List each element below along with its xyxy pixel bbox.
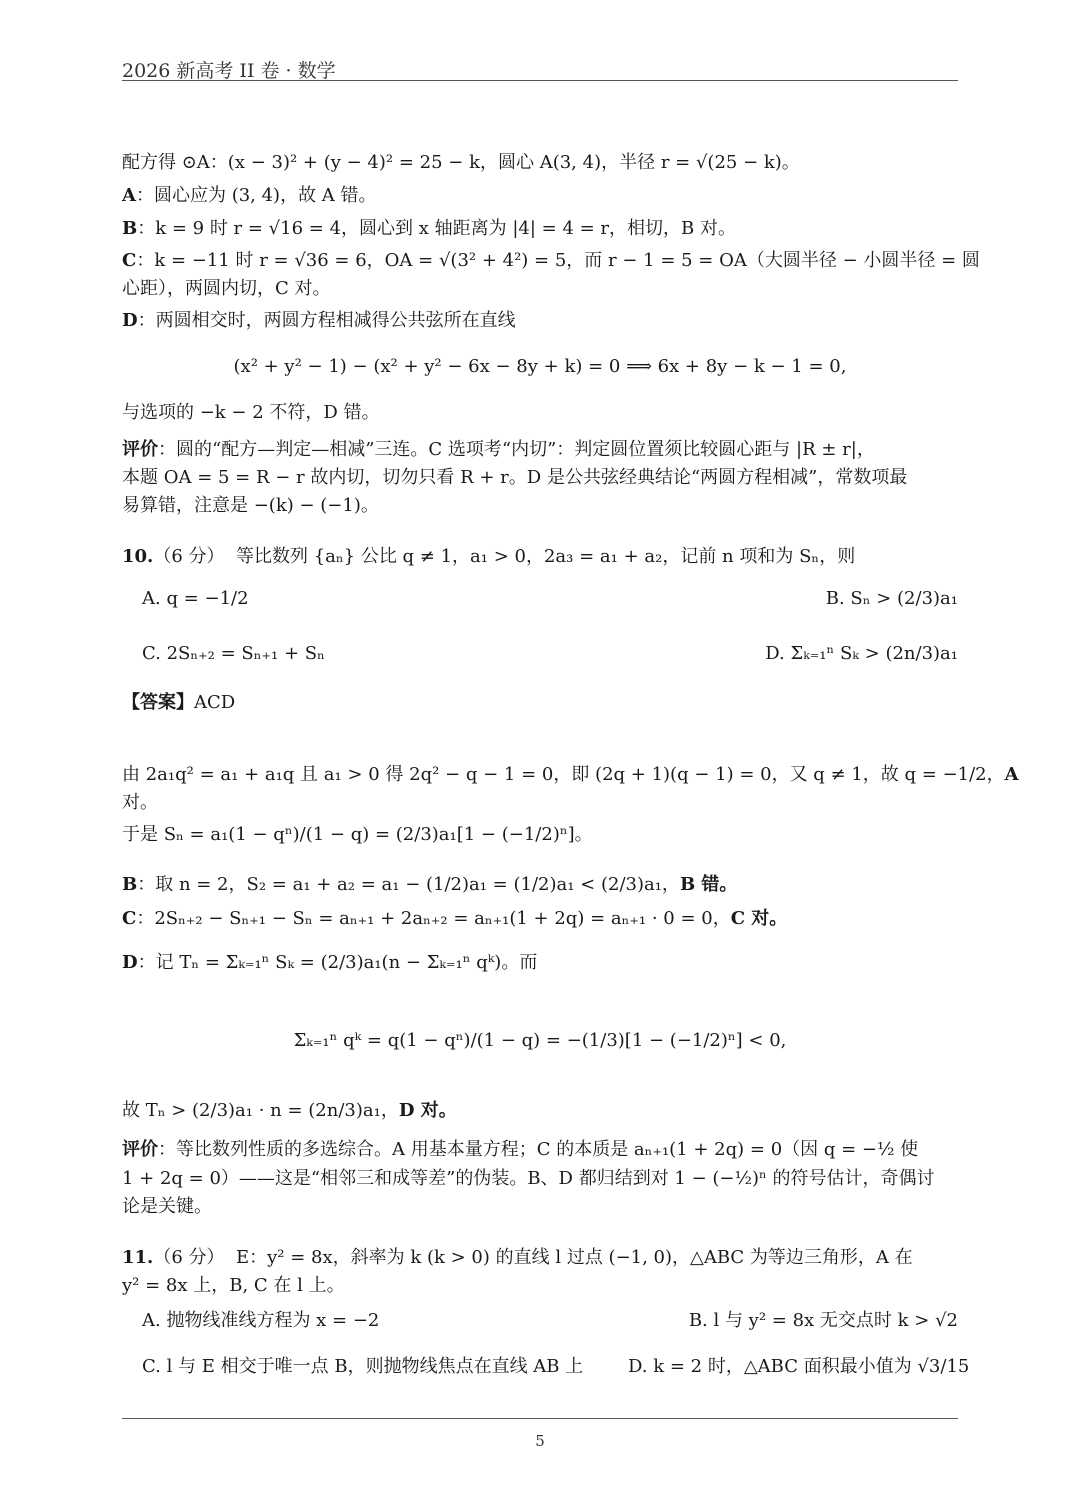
q10-review-text-3: 论是关键。 <box>122 1196 212 1217</box>
q10-review-text-1: ：等比数列性质的多选综合。A 用基本量方程；C 的本质是 aₙ₊₁(1 + 2q) = 0（因 q = −½ 使 <box>158 1139 919 1160</box>
q11-option-d: D. k = 2 时，△ABC 面积最小值为 √3/15 <box>628 1356 970 1377</box>
q9-review-text-2: 本题 OA = 5 = R − r 故内切，切勿只看 R + r。D 是公共弦经典结论“两圆方程相减”，常数项最 <box>122 467 908 488</box>
page-number: 5 <box>535 1432 545 1450</box>
q11-stem <box>122 1245 958 1271</box>
q10-stem <box>122 544 958 570</box>
q10-option-b: B. Sₙ > (2/3)a₁ <box>825 588 958 609</box>
footer-divider <box>122 1418 958 1419</box>
q10-option-c: C. 2Sₙ₊₂ = Sₙ₊₁ + Sₙ <box>142 643 325 664</box>
q9-c-label: C <box>122 250 137 271</box>
q10-solution-line-2: 对。 <box>122 792 158 813</box>
q11-option-c: C. l 与 E 相交于唯一点 B，则抛物线焦点在直线 AB 上 <box>142 1356 584 1377</box>
q10-d-equation: Σₖ₌₁ⁿ qᵏ = q(1 − qⁿ)/(1 − q) = −(1/3)[1 − (−1/2)ⁿ] < 0, <box>293 1030 787 1051</box>
q10-analysis-d <box>122 950 958 976</box>
q9-b-text: ：k = 9 时 r = √16 = 4，圆心到 x 轴距离为 |4| = 4 = r，相切，B 对。 <box>137 218 736 239</box>
q10-review-label: 评价 <box>122 1139 158 1160</box>
q9-d-conclusion: 与选项的 −k − 2 不符，D 错。 <box>122 402 380 423</box>
q10-number: 10. <box>122 546 154 567</box>
q11-stem-cont: y² = 8x 上，B, C 在 l 上。 <box>122 1275 345 1296</box>
q11-option-a: A. 抛物线准线方程为 x = −2 <box>142 1310 380 1331</box>
q10-c-label: C <box>122 908 137 929</box>
q10-d-conclusion <box>122 1098 958 1124</box>
q10-c-verdict: C 对。 <box>730 908 788 929</box>
q9-d-label: D <box>122 310 138 331</box>
q10-answer <box>122 690 958 716</box>
q10-b-verdict: B 错。 <box>679 874 738 895</box>
q9-a-label: A <box>122 185 136 206</box>
q9-analysis-a <box>122 183 958 209</box>
q10-answer-value: ACD <box>194 692 236 713</box>
q10-solution-text-1: 由 2a₁q² = a₁ + a₁q 且 a₁ > 0 得 2q² − q − 1 = 0，即 (2q + 1)(q − 1) = 0，又 q ≠ 1，故 q = −1/2， <box>122 764 1005 785</box>
q11-option-b: B. l 与 y² = 8x 无交点时 k > √2 <box>688 1310 958 1331</box>
q10-solution-sn: 于是 Sₙ = a₁(1 − qⁿ)/(1 − q) = (2/3)a₁[1 − (−1/2)ⁿ]。 <box>122 824 593 845</box>
q11-stem-text: E：y² = 8x，斜率为 k (k > 0) 的直线 l 过点 (−1, 0)，△ABC 为等边三角形，A 在 <box>235 1247 913 1268</box>
q11-number: 11. <box>122 1247 154 1268</box>
q9-review-text-1: ：圆的“配方—判定—相减”三连。C 选项考“内切”：判定圆位置须比较圆心距与 |R ± r|， <box>158 439 875 460</box>
q10-review <box>122 1137 958 1163</box>
q10-d-verdict: D 对。 <box>398 1100 457 1121</box>
q9-review-text-3: 易算错，注意是 −(k) − (−1)。 <box>122 495 379 516</box>
q10-solution-line-1 <box>122 762 1019 788</box>
q10-answer-label: 【答案】 <box>122 692 194 713</box>
q10-score: （6 分） <box>153 546 225 567</box>
q9-analysis-c <box>122 248 980 274</box>
q9-analysis-d <box>122 308 958 334</box>
q10-b-label: B <box>122 874 138 895</box>
q10-review-text-2: 1 + 2q = 0）——这是“相邻三和成等差”的伪装。B、D 都归结到对 1 − (−½)ⁿ 的符号估计，奇偶讨 <box>122 1168 935 1189</box>
q10-analysis-b <box>122 872 958 898</box>
q9-d-text: ：两圆相交时，两圆方程相减得公共弦所在直线 <box>137 310 516 331</box>
q9-analysis-b <box>122 216 958 242</box>
q9-analysis-c-cont: 心距），两圆内切，C 对。 <box>122 278 331 299</box>
q9-line-completing-square: 配方得 ⊙A：(x − 3)² + (y − 4)² = 25 − k，圆心 A(3, 4)，半径 r = √(25 − k)。 <box>122 152 800 173</box>
page-header: 2026 新高考 II 卷 · 数学 <box>122 60 336 82</box>
q9-equation: (x² + y² − 1) − (x² + y² − 6x − 8y + k) = 0 ⟹ 6x + 8y − k − 1 = 0, <box>233 356 847 377</box>
header-divider <box>122 80 958 81</box>
q9-a-text: ：圆心应为 (3, 4)，故 A 错。 <box>135 185 377 206</box>
q10-b-text: ：取 n = 2，S₂ = a₁ + a₂ = a₁ − (1/2)a₁ = (1/2)a₁ < (2/3)a₁， <box>137 874 680 895</box>
q11-score: （6 分） <box>153 1247 225 1268</box>
q9-review-label: 评价 <box>122 439 158 460</box>
q9-b-label: B <box>122 218 138 239</box>
q10-c-text: ：2Sₙ₊₂ − Sₙ₊₁ − Sₙ = aₙ₊₁ + 2aₙ₊₂ = aₙ₊₁(1 + 2q) = aₙ₊₁ · 0 = 0， <box>136 908 731 929</box>
q10-analysis-c <box>122 906 958 932</box>
q10-d-text: ：记 Tₙ = Σₖ₌₁ⁿ Sₖ = (2/3)a₁(n − Σₖ₌₁ⁿ qᵏ)。而 <box>137 952 538 973</box>
q9-review <box>122 437 958 463</box>
q10-option-d: D. Σₖ₌₁ⁿ Sₖ > (2n/3)a₁ <box>765 643 958 664</box>
q10-d-conclusion-text: 故 Tₙ > (2/3)a₁ · n = (2n/3)a₁， <box>122 1100 399 1121</box>
q9-c-text: ：k = −11 时 r = √36 = 6，OA = √(3² + 4²) = 5，而 r − 1 = 5 = OA（大圆半径 − 小圆半径 = 圆 <box>136 250 980 271</box>
q10-solution-a-tail: A <box>1004 764 1019 785</box>
q10-stem-text: 等比数列 {aₙ} 公比 q ≠ 1，a₁ > 0，2a₃ = a₁ + a₂，记前 n 项和为 Sₙ，则 <box>235 546 856 567</box>
q10-d-label: D <box>122 952 138 973</box>
q10-option-a: A. q = −1/2 <box>142 588 249 609</box>
